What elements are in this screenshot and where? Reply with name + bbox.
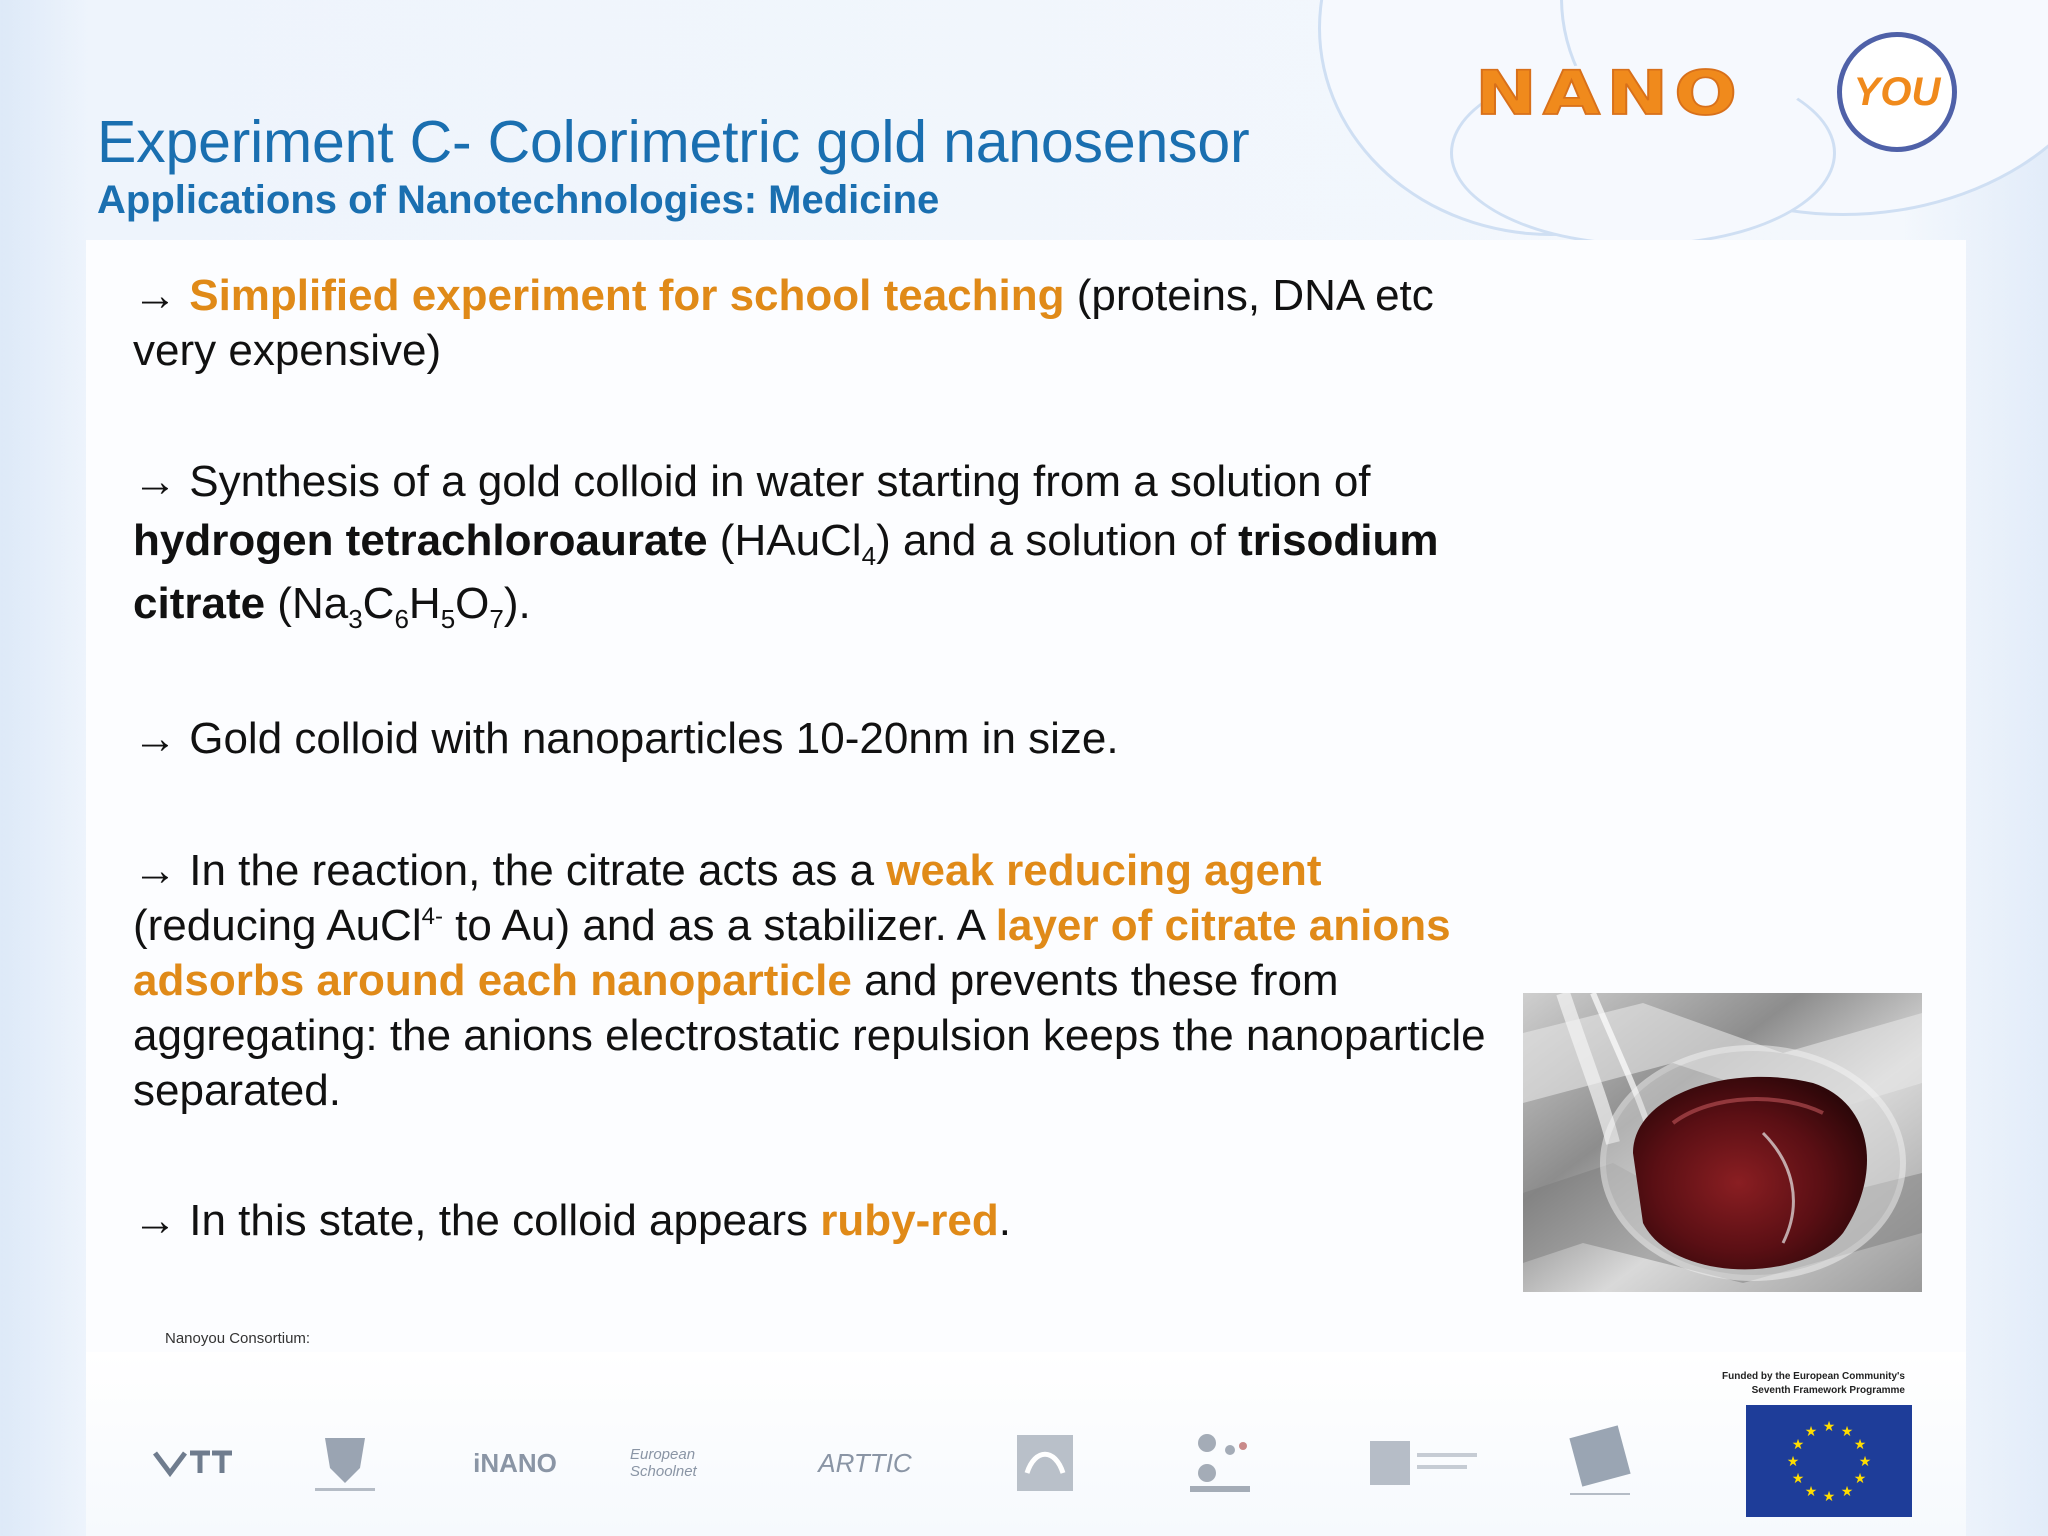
svg-text:★: ★ [1804,1484,1818,1500]
bullet-text: ) and a solution of [876,516,1239,565]
bullet-text: (HAuCl [707,516,862,565]
bullet-text: In the reaction, the citrate acts as a [189,846,887,895]
bullet-text: Gold colloid with nanoparticles 10-20nm in size. [189,714,1119,763]
funding-line: Funded by the European Community's [1722,1371,1905,1382]
arrow-icon: → [133,1196,190,1245]
svg-text:★: ★ [1858,1454,1872,1470]
funding-line: Seventh Framework Programme [1751,1385,1905,1396]
funding-notice [1705,1370,1905,1398]
svg-text:★: ★ [1840,1424,1854,1440]
svg-text:★: ★ [1804,1424,1818,1440]
university-logo [1360,1428,1490,1498]
bullet-ruby-red [133,1193,1503,1248]
bold-term: hydrogen tetrachloroaurate [133,516,708,565]
svg-text:★: ★ [1791,1471,1805,1487]
arrow-icon: → [133,714,190,763]
subscript: 3 [348,604,363,634]
svg-text:★: ★ [1853,1437,1867,1453]
bullet-text: (reducing AuCl [133,901,422,950]
svg-text:★: ★ [1786,1454,1800,1470]
bullet-text: . [998,1196,1011,1245]
highlight-text: ruby-red [820,1196,999,1245]
bullet-text: to Au) and as a stabilizer. A [442,901,996,950]
nanoyou-logo [1475,18,1965,148]
bullet-text: H [408,579,441,628]
bullet-reaction [133,843,1503,1118]
bullet-text: (proteins, DNA etc very expensive) [133,271,1434,375]
square-emblem-logo [1010,1428,1080,1498]
bullet-text: C [362,579,395,628]
svg-text:★: ★ [1822,1489,1836,1505]
inano-logo: iNANO [473,1447,557,1478]
subscript: 5 [440,604,456,634]
svg-text:★: ★ [1791,1437,1805,1453]
bullet-text: O [455,579,490,628]
bullet-text: In this state, the colloid appears [189,1196,821,1245]
bullet-gold-colloid [133,711,1503,766]
shield-logo [300,1428,390,1498]
svg-text:★: ★ [1840,1484,1854,1500]
bullet-text: ). [503,579,531,628]
consortium-label: Nanoyou Consortium: [165,1330,311,1347]
slide-subtitle: Applications of Nanotechnologies: Medicine [97,178,940,222]
artic-logo: ARTTIC [818,1447,912,1478]
arrow-icon: → [133,271,190,320]
bold-term: trisodium citrate [133,516,1439,628]
svg-text:★: ★ [1853,1471,1867,1487]
slide-title: Experiment C- Colorimetric gold nanosensor [97,109,1250,175]
molecule-logo [1180,1428,1260,1498]
arrow-icon: → [133,457,190,506]
arrow-icon: → [133,846,190,895]
ecsite-logo [1560,1428,1640,1498]
highlight-text: layer of citrate anions adsorbs around each nanoparticle [133,901,1451,1005]
bullet-text: Synthesis of a gold colloid in water starting from a solution of [189,457,1371,506]
highlight-text: Simplified experiment for school teaching [189,271,1065,320]
you-badge-icon: YOU [1837,32,1957,152]
gold-colloid-flask-photo [1523,993,1922,1292]
nano-logo-text: NANO [1475,58,1744,129]
subscript: 6 [394,604,409,634]
eu-flag-icon [1746,1405,1912,1517]
vtt-logo [145,1428,245,1498]
subscript: 4 [861,541,877,571]
bullet-text: (Na [265,579,349,628]
bullet-simplified-experiment [133,268,1503,378]
european-schoolnet-logo: European Schoolnet [630,1446,697,1480]
superscript: 4- [421,903,443,930]
bullet-text: and prevents these from aggregating: the anions electrostatic repulsion keeps the nanoparticle separated. [133,956,1486,1115]
highlight-text: weak reducing agent [886,846,1322,895]
bullet-synthesis [133,454,1503,635]
subscript: 7 [489,604,504,634]
svg-text:★: ★ [1822,1419,1836,1435]
